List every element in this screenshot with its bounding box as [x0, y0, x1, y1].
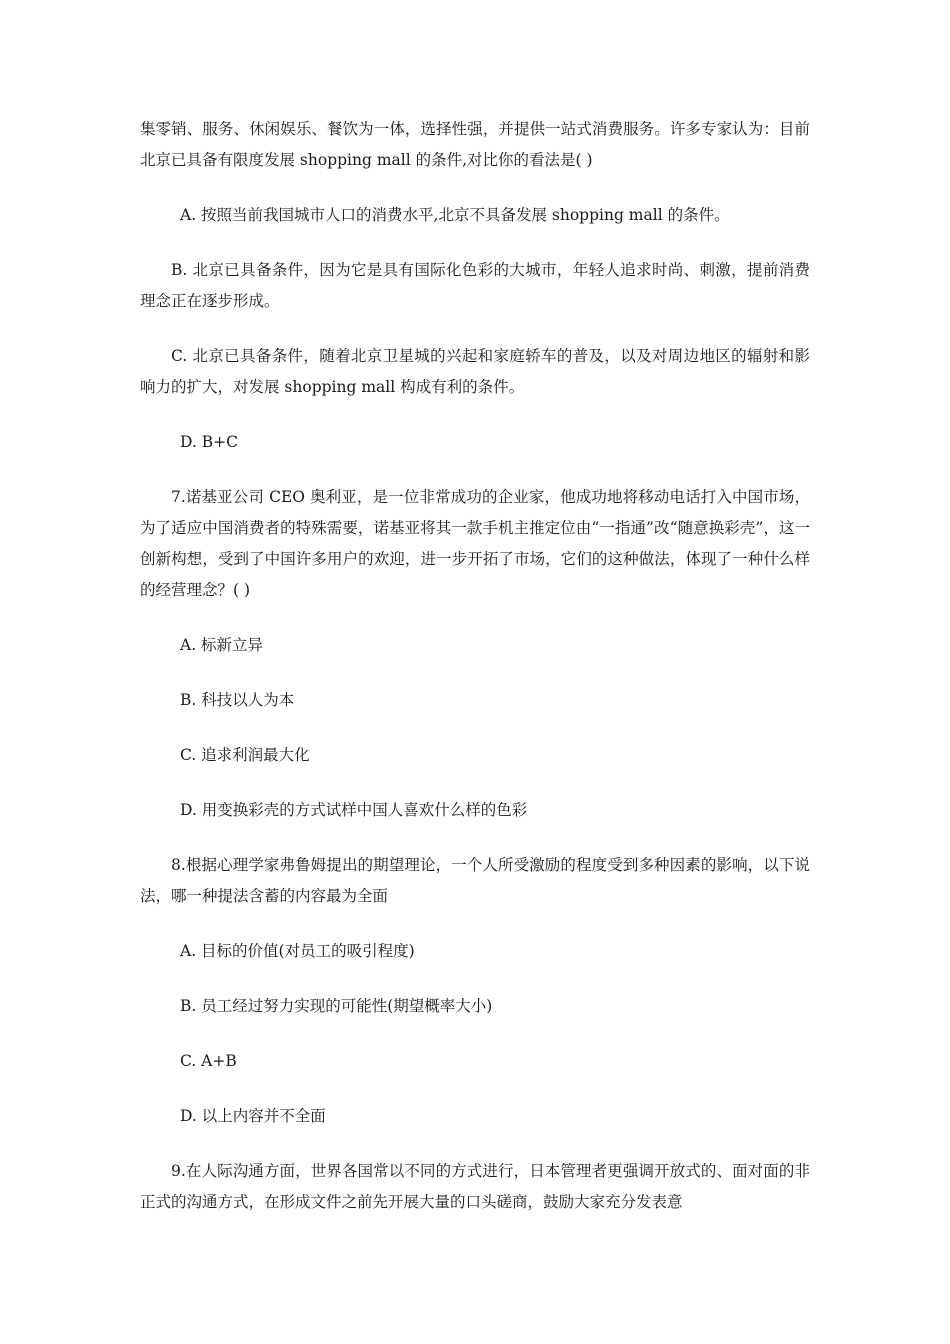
question-7-option-a: A. 标新立异: [180, 636, 264, 654]
question-9-stem: 9.在人际沟通方面，世界各国常以不同的方式进行，日本管理者更强调开放式的、面对面的非正式的沟通方式，在形成文件之前先开展大量的口头磋商，鼓励大家充分发表意: [140, 1162, 810, 1211]
question-7-option-c: C. 追求利润最大化: [180, 746, 310, 764]
question-8-option-a: A. 目标的价值(对员工的吸引程度): [180, 942, 415, 960]
question-8-option-b: B. 员工经过努力实现的可能性(期望概率大小): [180, 997, 493, 1015]
question-6-option-c: C. 北京已具备条件，随着北京卫星城的兴起和家庭轿车的普及，以及对周边地区的辐射和影响力的扩大，对发展 shopping mall 构成有利的条件。: [140, 347, 810, 396]
question-8-option-c: C. A+B: [180, 1052, 237, 1070]
question-6-option-b: B. 北京已具备条件，因为它是具有国际化色彩的大城市，年轻人追求时尚、刺激，提前消费理念正在逐步形成。: [140, 261, 810, 310]
question-7-option-d: D. 用变换彩壳的方式试样中国人喜欢什么样的色彩: [180, 801, 528, 819]
question-8-option-d: D. 以上内容并不全面: [180, 1107, 326, 1125]
document-content: [140, 114, 810, 1218]
question-6-option-d: D. B+C: [180, 433, 238, 451]
question-6-stem: 集零销、服务、休闲娱乐、餐饮为一体，选择性强，并提供一站式消费服务。许多专家认为：目前北京已具备有限度发展 shopping mall 的条件,对比你的看法是( ): [140, 120, 810, 169]
question-7-option-b: B. 科技以人为本: [180, 691, 295, 709]
question-7-stem: 7.诺基亚公司 CEO 奥利亚，是一位非常成功的企业家，他成功地将移动电话打入中国市场，为了适应中国消费者的特殊需要，诺基亚将其一款手机主推定位由“一指通”改“随意换彩壳”，这一创新构想，受到了中国许多用户的欢迎，进一步开拓了市场，它们的这种做法，体现了一种什么样的经营理念？( ): [140, 488, 810, 599]
question-6-option-a: A. 按照当前我国城市人口的消费水平,北京不具备发展 shopping mall 的条件。: [180, 206, 730, 224]
question-8-stem: 8.根据心理学家弗鲁姆提出的期望理论，一个人所受激励的程度受到多种因素的影响，以下说法，哪一种提法含蓄的内容最为全面: [140, 856, 810, 905]
